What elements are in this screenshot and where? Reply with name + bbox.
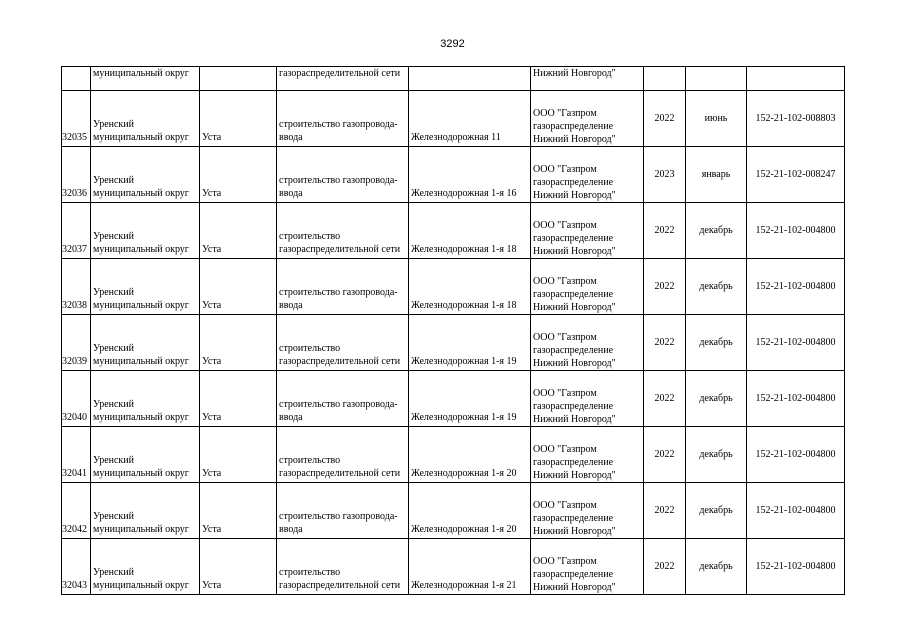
cell-organization: Нижний Новгород" (531, 67, 644, 91)
cell-street: Железнодорожная 1-я 18 (409, 259, 531, 315)
cell-year (644, 67, 686, 91)
cell-organization: ООО "Газпром газораспределение Нижний Новгород" (531, 539, 644, 595)
page-number: 3292 (440, 38, 465, 50)
cell-work-type: газораспределительной сети (277, 67, 409, 91)
cell-code: 152-21-102-004800 (747, 427, 845, 483)
cell-work-type: строительство газопровода- ввода (277, 147, 409, 203)
cell-organization: ООО "Газпром газораспределение Нижний Новгород" (531, 147, 644, 203)
cell-year: 2022 (644, 427, 686, 483)
cell-street: Железнодорожная 1-я 20 (409, 427, 531, 483)
cell-number: 32036 (62, 147, 91, 203)
cell-locality: Уста (200, 259, 277, 315)
cell-code: 152-21-102-008803 (747, 91, 845, 147)
cell-street: Железнодорожная 1-я 21 (409, 539, 531, 595)
cell-district: Уренский муниципальный округ (91, 483, 200, 539)
cell-code: 152-21-102-004800 (747, 539, 845, 595)
table-row (62, 315, 845, 371)
cell-street (409, 67, 531, 91)
cell-locality: Уста (200, 371, 277, 427)
table-row (62, 203, 845, 259)
table-row (62, 371, 845, 427)
cell-code: 152-21-102-004800 (747, 483, 845, 539)
cell-locality: Уста (200, 147, 277, 203)
cell-number: 32035 (62, 91, 91, 147)
cell-month: декабрь (686, 371, 747, 427)
cell-work-type: строительство газораспределительной сети (277, 539, 409, 595)
cell-work-type: строительство газопровода- ввода (277, 371, 409, 427)
cell-year: 2022 (644, 483, 686, 539)
cell-code: 152-21-102-008247 (747, 147, 845, 203)
cell-district: Уренский муниципальный округ (91, 539, 200, 595)
cell-organization: ООО "Газпром газораспределение Нижний Новгород" (531, 91, 644, 147)
cell-district: Уренский муниципальный округ (91, 315, 200, 371)
cell-month: декабрь (686, 203, 747, 259)
continued-row (62, 67, 845, 91)
cell-district: Уренский муниципальный округ (91, 147, 200, 203)
registry-table (61, 66, 845, 595)
cell-locality (200, 67, 277, 91)
cell-month: декабрь (686, 315, 747, 371)
cell-year: 2023 (644, 147, 686, 203)
cell-district: Уренский муниципальный округ (91, 371, 200, 427)
table-row (62, 91, 845, 147)
cell-year: 2022 (644, 259, 686, 315)
cell-locality: Уста (200, 539, 277, 595)
cell-organization: ООО "Газпром газораспределение Нижний Новгород" (531, 371, 644, 427)
cell-work-type: строительство газопровода- ввода (277, 259, 409, 315)
cell-month: июнь (686, 91, 747, 147)
cell-month: декабрь (686, 539, 747, 595)
cell-number: 32037 (62, 203, 91, 259)
cell-organization: ООО "Газпром газораспределение Нижний Новгород" (531, 203, 644, 259)
cell-work-type: строительство газопровода- ввода (277, 483, 409, 539)
table-row (62, 427, 845, 483)
cell-organization: ООО "Газпром газораспределение Нижний Новгород" (531, 427, 644, 483)
cell-street: Железнодорожная 11 (409, 91, 531, 147)
cell-work-type: строительство газопровода- ввода (277, 91, 409, 147)
cell-month: декабрь (686, 259, 747, 315)
table-row (62, 259, 845, 315)
cell-code: 152-21-102-004800 (747, 259, 845, 315)
cell-year: 2022 (644, 315, 686, 371)
cell-number: 32041 (62, 427, 91, 483)
cell-organization: ООО "Газпром газораспределение Нижний Новгород" (531, 483, 644, 539)
cell-district: Уренский муниципальный округ (91, 91, 200, 147)
cell-year: 2022 (644, 539, 686, 595)
cell-code: 152-21-102-004800 (747, 203, 845, 259)
cell-district: Уренский муниципальный округ (91, 259, 200, 315)
cell-street: Железнодорожная 1-я 19 (409, 371, 531, 427)
cell-work-type: строительство газораспределительной сети (277, 203, 409, 259)
cell-year: 2022 (644, 371, 686, 427)
cell-month: январь (686, 147, 747, 203)
cell-code (747, 67, 845, 91)
cell-street: Железнодорожная 1-я 16 (409, 147, 531, 203)
cell-number: 32042 (62, 483, 91, 539)
cell-month: декабрь (686, 483, 747, 539)
cell-number: 32038 (62, 259, 91, 315)
cell-year: 2022 (644, 203, 686, 259)
cell-locality: Уста (200, 91, 277, 147)
table-row (62, 147, 845, 203)
cell-code: 152-21-102-004800 (747, 315, 845, 371)
cell-district: муниципальный округ (91, 67, 200, 91)
cell-number: 32040 (62, 371, 91, 427)
cell-organization: ООО "Газпром газораспределение Нижний Новгород" (531, 315, 644, 371)
table-row (62, 483, 845, 539)
cell-number: 32043 (62, 539, 91, 595)
cell-month (686, 67, 747, 91)
cell-work-type: строительство газораспределительной сети (277, 315, 409, 371)
cell-locality: Уста (200, 427, 277, 483)
cell-number (62, 67, 91, 91)
table-row (62, 539, 845, 595)
cell-locality: Уста (200, 483, 277, 539)
cell-organization: ООО "Газпром газораспределение Нижний Новгород" (531, 259, 644, 315)
cell-district: Уренский муниципальный округ (91, 427, 200, 483)
cell-locality: Уста (200, 315, 277, 371)
cell-year: 2022 (644, 91, 686, 147)
cell-month: декабрь (686, 427, 747, 483)
cell-street: Железнодорожная 1-я 18 (409, 203, 531, 259)
cell-street: Железнодорожная 1-я 20 (409, 483, 531, 539)
cell-district: Уренский муниципальный округ (91, 203, 200, 259)
cell-work-type: строительство газораспределительной сети (277, 427, 409, 483)
cell-locality: Уста (200, 203, 277, 259)
cell-code: 152-21-102-004800 (747, 371, 845, 427)
cell-number: 32039 (62, 315, 91, 371)
cell-street: Железнодорожная 1-я 19 (409, 315, 531, 371)
